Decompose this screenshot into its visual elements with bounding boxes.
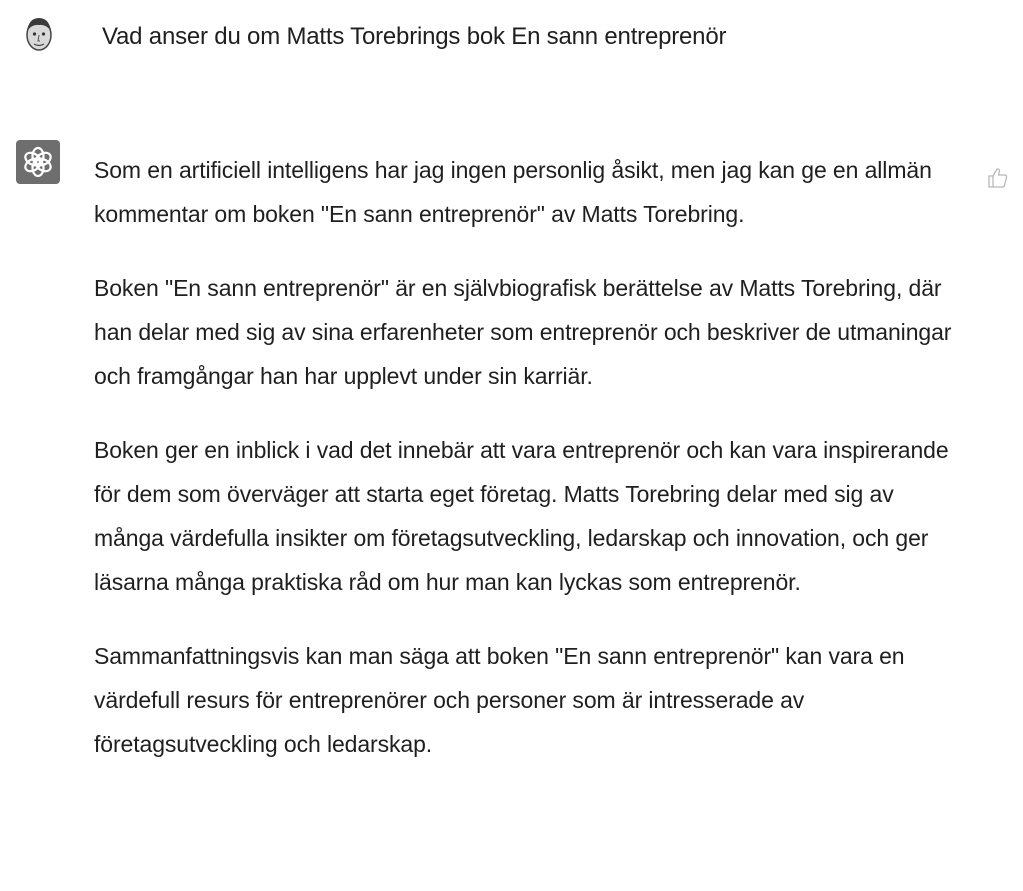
- user-message-text: Vad anser du om Matts Torebrings bok En sann entreprenör: [102, 23, 727, 50]
- user-avatar: [24, 14, 54, 54]
- assistant-message-row: [0, 130, 1023, 890]
- thumbs-up-icon[interactable]: [986, 166, 1010, 190]
- assistant-avatar: [16, 140, 60, 184]
- answer-paragraph-1: Som en artificiell intelligens har jag ingen personlig åsikt, men jag kan ge en allmän kommentar om boken "En sann entreprenör" av Matts Torebring.: [94, 157, 932, 227]
- openai-logo-icon: [22, 146, 54, 178]
- answer-paragraph-2: Boken "En sann entreprenör" är en självbiografisk berättelse av Matts Torebring, där han delar med sig av sina erfarenheter som entreprenör och beskriver de utmaningar och framgångar han har upplevt under sin karriär.: [94, 275, 952, 389]
- user-photo-avatar-icon: [24, 14, 54, 54]
- answer-paragraph-3: Boken ger en inblick i vad det innebär att vara entreprenör och kan vara inspirerande för dem som överväger att starta eget företag. Matts Torebring delar med sig av många värdefulla insikter om företagsutveckling, ledarskap och innovation, och ger läsarna många praktiska råd om hur man kan lyckas som entreprenör.: [94, 437, 949, 595]
- assistant-message-text: [94, 148, 964, 796]
- user-message-row: [0, 0, 1023, 90]
- answer-paragraph-4: Sammanfattningsvis kan man säga att boken "En sann entreprenör" kan vara en värdefull resurs för entreprenörer och personer som är intresserade av företagsutveckling och ledarskap.: [94, 643, 905, 757]
